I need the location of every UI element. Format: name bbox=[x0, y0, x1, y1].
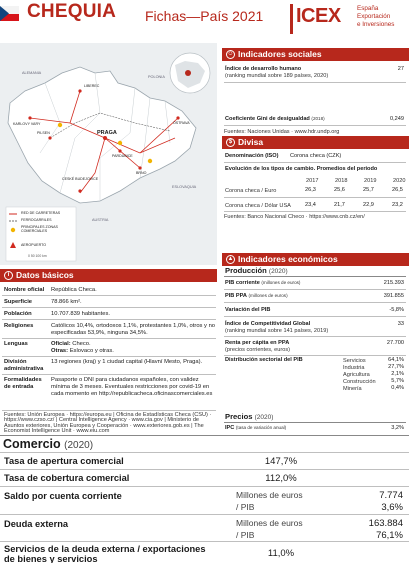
year-2017: 2017 bbox=[306, 178, 319, 184]
page-subtitle: Fichas—País 2021 bbox=[145, 8, 264, 24]
comercio-title: Comercio (2020) bbox=[3, 437, 94, 451]
ppa-value: 391.855 bbox=[383, 293, 404, 299]
chart-icon: ▲ bbox=[227, 256, 234, 262]
usd-2018: 21,7 bbox=[334, 202, 345, 208]
basic-value: República Checa. bbox=[51, 287, 97, 293]
map-label-liberec: LIBEREC bbox=[84, 84, 100, 88]
map-label-austria: AUSTRIA bbox=[92, 218, 109, 222]
deuda-label: Deuda externa bbox=[4, 519, 69, 529]
year-2020: 2020 bbox=[393, 178, 406, 184]
map-label-brno: BRNO bbox=[136, 171, 147, 175]
eur-2019: 25,7 bbox=[363, 187, 374, 193]
comp-label: Índice de Competitividad Global bbox=[225, 321, 311, 327]
saldo-unit2: / PIB bbox=[236, 502, 255, 512]
basic-value: 10.707.839 habitantes. bbox=[51, 311, 110, 317]
sector-value: 2,1% bbox=[391, 371, 404, 377]
sector-name: Minería bbox=[343, 386, 362, 392]
basic-label: Formalidades de entrada bbox=[4, 377, 42, 390]
icex-tagline: España Exportación e Inversiones bbox=[357, 5, 395, 28]
map-label-ceske: CESKÉ BUDEJOVICE bbox=[62, 177, 99, 181]
map-label-eslovaquia: ESLOVAQUIA bbox=[172, 185, 197, 189]
map-label-pardubice: PARDUBICE bbox=[112, 154, 133, 158]
ppa-label: PIB PPA (millones de euros) bbox=[225, 293, 288, 299]
page-header bbox=[0, 0, 409, 40]
deuda-value2: 76,1% bbox=[376, 530, 403, 541]
legend-airport: AEROPUERTO bbox=[21, 243, 47, 247]
usd-2020: 23,2 bbox=[392, 202, 403, 208]
renta-note: (precios corrientes, euros) bbox=[225, 347, 290, 353]
servicios-deuda-label: Servicios de la deuda externa / exportaciones de bienes y servicios bbox=[4, 544, 206, 563]
basic-label: Religiones bbox=[4, 323, 34, 329]
prod-title: Producción (2020) bbox=[225, 266, 288, 275]
sector-name: Construcción bbox=[343, 379, 376, 385]
var-label: Variación del PIB bbox=[225, 307, 271, 313]
comp-note: (ranking mundial sobre 141 países, 2019) bbox=[225, 328, 329, 334]
pib-value: 215.393 bbox=[383, 280, 404, 286]
icex-logo bbox=[290, 4, 400, 34]
basic-label: Superficie bbox=[4, 299, 33, 305]
people-icon: ☺ bbox=[227, 51, 234, 57]
usd-label: Corona checa / Dólar USA bbox=[225, 203, 291, 209]
ipc-label: IPC (tasa de variación anual) bbox=[225, 425, 287, 431]
eur-label: Corona checa / Euro bbox=[225, 188, 277, 194]
map-label-praga: PRAGA bbox=[97, 130, 117, 136]
sector-value: 5,7% bbox=[391, 378, 404, 384]
comp-value: 33 bbox=[397, 321, 404, 327]
info-icon: i bbox=[4, 271, 13, 280]
eur-2018: 25,6 bbox=[334, 187, 345, 193]
basic-label: Nombre oficial bbox=[4, 287, 45, 293]
sector-name: Industria bbox=[343, 365, 365, 371]
country-title: CHEQUIA bbox=[27, 1, 117, 22]
idh-note: (ranking mundial sobre 189 países, 2020) bbox=[225, 73, 329, 79]
basic-value: Pasaporte o DNI para ciudadanos españoles, con validez mínima de 3 meses. Eventuales restricciones por covid-19 en cada momento en http://republicacheca.oficinascomerciales.es bbox=[51, 377, 213, 397]
year-2018: 2018 bbox=[335, 178, 348, 184]
map-label-polonia: POLONIA bbox=[148, 75, 165, 79]
apertura-label: Tasa de apertura comercial bbox=[4, 456, 124, 466]
apertura-value: 147,7% bbox=[264, 456, 298, 467]
sector-value: 64,1% bbox=[388, 357, 404, 363]
sector-value: 0,4% bbox=[391, 385, 404, 391]
sector-name: Agricultura bbox=[343, 372, 370, 378]
denom-value: Corona checa (CZK) bbox=[290, 153, 342, 159]
basic-value: 78.866 km². bbox=[51, 299, 82, 305]
social-header: ☺ Indicadores sociales bbox=[222, 48, 409, 61]
renta-value: 27.700 bbox=[386, 340, 404, 346]
map-label-alemania: ALEMANIA bbox=[22, 71, 42, 75]
basic-value: Católicos 10,4%, ortodoxos 1,1%, protestantes 1,0%, otros y no especificadas 53,9%, ninguna 34,5%. bbox=[51, 323, 216, 336]
denom-label: Denominación (ISO) bbox=[225, 153, 279, 159]
dist-label: Distribución sectorial del PIB bbox=[225, 357, 303, 363]
renta-label: Renta per cápita en PPA bbox=[225, 340, 290, 346]
eur-2020: 26,5 bbox=[392, 187, 403, 193]
czech-flag-icon bbox=[0, 6, 19, 21]
gini-label: Coeficiente Gini de desigualdad (2018) bbox=[225, 116, 325, 122]
basic-value: 13 regiones (kraj) y 1 ciudad capital (Hlavní Mesto, Praga). bbox=[51, 359, 203, 365]
year-2019: 2019 bbox=[364, 178, 377, 184]
idh-label: Índice de desarrollo humano bbox=[225, 66, 302, 72]
pib-label: PIB corriente (millones de euros) bbox=[225, 280, 301, 286]
legend-rail: FERROCARRILES bbox=[21, 218, 52, 222]
ipc-value: 3,2% bbox=[391, 425, 404, 431]
coin-icon: $ bbox=[226, 138, 235, 147]
saldo-value1: 7.774 bbox=[379, 490, 403, 501]
cobertura-value: 112,0% bbox=[265, 473, 297, 484]
map-label-karlovy: KARLOVY VARY bbox=[13, 122, 41, 126]
sector-name: Servicios bbox=[343, 358, 366, 364]
saldo-unit1: Millones de euros bbox=[236, 490, 303, 500]
deuda-unit2: / PIB bbox=[236, 530, 255, 540]
gini-value: 0,249 bbox=[390, 116, 404, 122]
var-value: -5,8% bbox=[389, 307, 404, 313]
basic-header: i Datos básicos bbox=[0, 269, 217, 282]
usd-2019: 22,9 bbox=[363, 202, 374, 208]
deuda-unit1: Millones de euros bbox=[236, 518, 303, 528]
icex-logo-text: ICEX bbox=[296, 5, 341, 27]
legend-roads: RED DE CARRETERAS bbox=[21, 211, 61, 215]
sector-value: 27,7% bbox=[388, 364, 404, 370]
servicios-deuda-value: 11,0% bbox=[267, 548, 295, 559]
divisa-header: $ Divisa bbox=[222, 136, 409, 149]
social-source: Fuentes: Naciones Unidas · www.hdr.undp.org bbox=[224, 129, 340, 135]
basic-source: Fuentes: Unión Europea · https://europa.eu | Oficina de Estadísticas Checa (CSU) · https://www.czso.cz/ | Central Intelligence Agency · www.cia.gov | Ministerio de Asuntos exteriores, Unión Europea y Cooperación · www.exteriores.gob.es | The Economist Intelligence Unit · www.eiu.com bbox=[4, 412, 212, 435]
saldo-label: Saldo por cuenta corriente bbox=[4, 491, 122, 501]
deuda-value1: 163.884 bbox=[368, 518, 403, 529]
idh-value: 27 bbox=[397, 66, 404, 72]
eco-header: ▲ Indicadores económicos bbox=[222, 253, 409, 266]
usd-2017: 23,4 bbox=[305, 202, 316, 208]
basic-label: Lenguas bbox=[4, 341, 28, 347]
country-map bbox=[0, 43, 217, 265]
legend-zones: PRINCIPALES ZONAS COMERCIALES bbox=[21, 225, 58, 234]
evol-label: Evolución de los tipos de cambio. Promedios del periodo bbox=[225, 166, 378, 172]
eur-2017: 26,3 bbox=[305, 187, 316, 193]
map-label-pilsen: PILSEN bbox=[37, 131, 50, 135]
basic-label: Población bbox=[4, 311, 32, 317]
basic-label: División administrativa bbox=[4, 359, 44, 372]
cobertura-label: Tasa de cobertura comercial bbox=[4, 473, 130, 483]
basic-value: Oficial: Checo. Otras: Eslovaco y otras. bbox=[51, 341, 114, 354]
saldo-value2: 3,6% bbox=[381, 502, 403, 513]
map-label-ostrava: OSTRAVA bbox=[173, 121, 190, 125]
precios-title: Precios (2020) bbox=[225, 412, 274, 421]
divisa-source: Fuentes: Banco Nacional Checo · https://www.cnb.cz/en/ bbox=[224, 214, 365, 220]
svg-text:0 50 100 km: 0 50 100 km bbox=[28, 254, 47, 258]
